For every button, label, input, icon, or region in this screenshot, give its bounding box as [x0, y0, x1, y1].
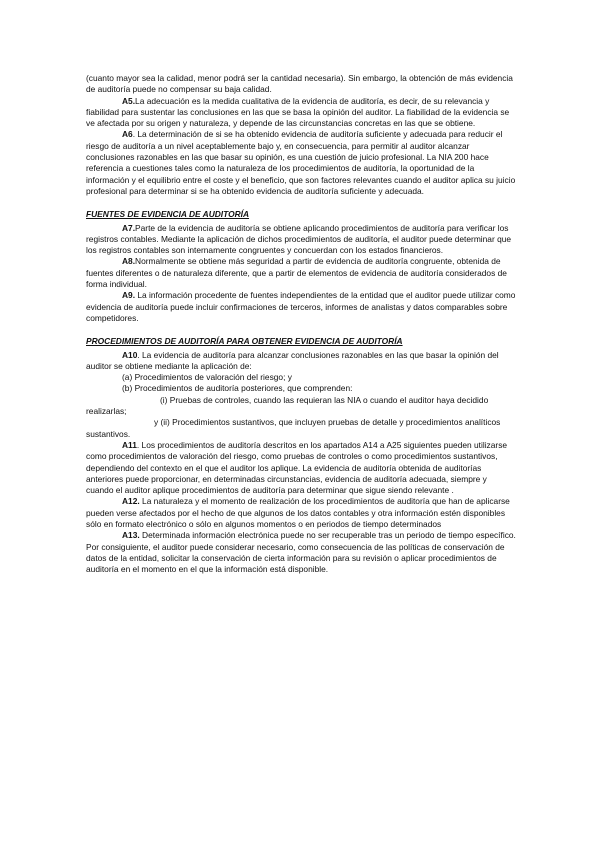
- paragraph-label: A7.: [122, 222, 136, 233]
- document-body: [86, 73, 516, 575]
- section-heading-fuentes: FUENTES DE EVIDENCIA DE AUDITORÍA: [86, 209, 250, 220]
- paragraph-label: A10: [122, 349, 138, 360]
- list-item-b: (b) Procedimientos de auditoría posteriores, que comprenden:: [122, 383, 353, 394]
- paragraph-text: . La determinación de si se ha obtenido evidencia de auditoría suficiente y adecuada para reducir el riesgo de auditoría a un nivel aceptablemente bajo y, en consecuencia, para permitir al auditor alcanzar conclusiones razonables en las que basar su opinión, es una cuestión de juicio profesional. La NIA 200 hace referencia a cuestiones tales como la naturaleza de los procedimientos de auditoría, la oportunidad de la información y el equilibrio entre el coste y el beneficio, que son factores relevantes cuando el auditor aplica su juicio profesional para determinar si se ha obtenido evidencia de auditoría suficiente y adecuada.: [86, 129, 516, 196]
- list-item-b-i: (i) Pruebas de controles, cuando las requieran las NIA o cuando el auditor haya decidido realizarlas;: [86, 394, 489, 417]
- list-item-a: (a) Procedimientos de valoración del riesgo; y: [122, 372, 292, 383]
- paragraph-a12: [86, 496, 516, 530]
- paragraph-text: Parte de la evidencia de auditoría se obtiene aplicando procedimientos de auditoría para verificar los registros contables. Mediante la aplicación de dichos procedimientos de auditoría, el auditor puede determinar que los registros contables son internamente congruentes y concuerdan con los estados financieros.: [86, 222, 512, 256]
- paragraph-a5: [86, 96, 516, 130]
- paragraph-text: . Los procedimientos de auditoría descritos en los apartados A14 a A25 siguientes pueden utilizarse como procedimientos de valoración del riesgo, como pruebas de controles o como procedimientos sustantivos, dependiendo del contexto en el que el auditor los aplique. La evidencia de auditoría obtenida de auditorías anteriores puede proporcionar, en determinadas circunstancias, evidencia de auditoría adecuada, siempre y cuando el auditor aplique procedimientos de auditoría para determinar que sigue siendo relevante .: [86, 439, 508, 496]
- paragraph-label: A8.: [122, 256, 136, 267]
- paragraph-text: . La evidencia de auditoría para alcanzar conclusiones razonables en las que basar la opinión del auditor se obtiene mediante la aplicación de:: [86, 349, 499, 371]
- paragraph-label: A6: [122, 129, 133, 140]
- paragraph-a7: [86, 223, 516, 257]
- paragraph-text: La información procedente de fuentes independientes de la entidad que el auditor puede utilizar como evidencia de auditoría puede incluir confirmaciones de terceros, informes de analistas y datos comparables sobre competidores.: [86, 290, 516, 323]
- list-item-b-ii: y (ii) Procedimientos sustantivos, que incluyen pruebas de detalle y procedimientos analíticos sustantivos.: [86, 417, 501, 439]
- paragraph-a9: [86, 290, 516, 324]
- paragraph-a13: [86, 530, 516, 575]
- paragraph-text: Normalmente se obtiene más seguridad a partir de evidencia de auditoría congruente, obtenida de fuentes diferentes o de naturaleza diferente, que a partir de elementos de evidencia de auditoría considerados de forma individual.: [86, 256, 507, 290]
- paragraph-a10: [86, 350, 516, 373]
- paragraph-label: A13.: [122, 530, 140, 541]
- paragraph-continuation: (cuanto mayor sea la calidad, menor podrá ser la cantidad necesaria). Sin embargo, la obtención de más evidencia de auditoría puede no compensar su baja calidad.: [86, 73, 513, 95]
- paragraph-text: La adecuación es la medida cualitativa de la evidencia de auditoría, es decir, de su relevancia y fiabilidad para sustentar las conclusiones en las que se basa la opinión del auditor. La fiabilidad de la evidencia se ve afectada por su origen y naturaleza, y depende de las circunstancias concretas en las que se obtiene.: [86, 95, 510, 129]
- paragraph-text: Determinada información electrónica puede no ser recuperable tras un periodo de tiempo específico. Por consiguiente, el auditor puede considerar necesario, como consecuencia de las políticas de conservación de datos de la entidad, solicitar la conservación de cierta información para su revisión o aplicar procedimientos de auditoría en el momento en el que la información está disponible.: [86, 530, 516, 575]
- section-heading-procedimientos: PROCEDIMIENTOS DE AUDITORÍA PARA OBTENER EVIDENCIA DE AUDITORÍA: [86, 336, 403, 347]
- paragraph-text: La naturaleza y el momento de realización de los procedimientos de auditoría que han de aplicarse pueden verse afectados por el hecho de que algunos de los datos contables y otra información estén disponibles sólo en formato electrónico o sólo en algunos momentos o en periodos de tiempo determinados: [86, 496, 510, 529]
- paragraph-a11: [86, 440, 516, 496]
- paragraph-label: A9.: [122, 290, 136, 301]
- paragraph-label: A11: [122, 439, 137, 450]
- paragraph-a8: [86, 256, 516, 290]
- paragraph-label: A5.: [122, 95, 136, 106]
- paragraph-label: A12.: [122, 496, 140, 507]
- paragraph-a6: [86, 129, 516, 197]
